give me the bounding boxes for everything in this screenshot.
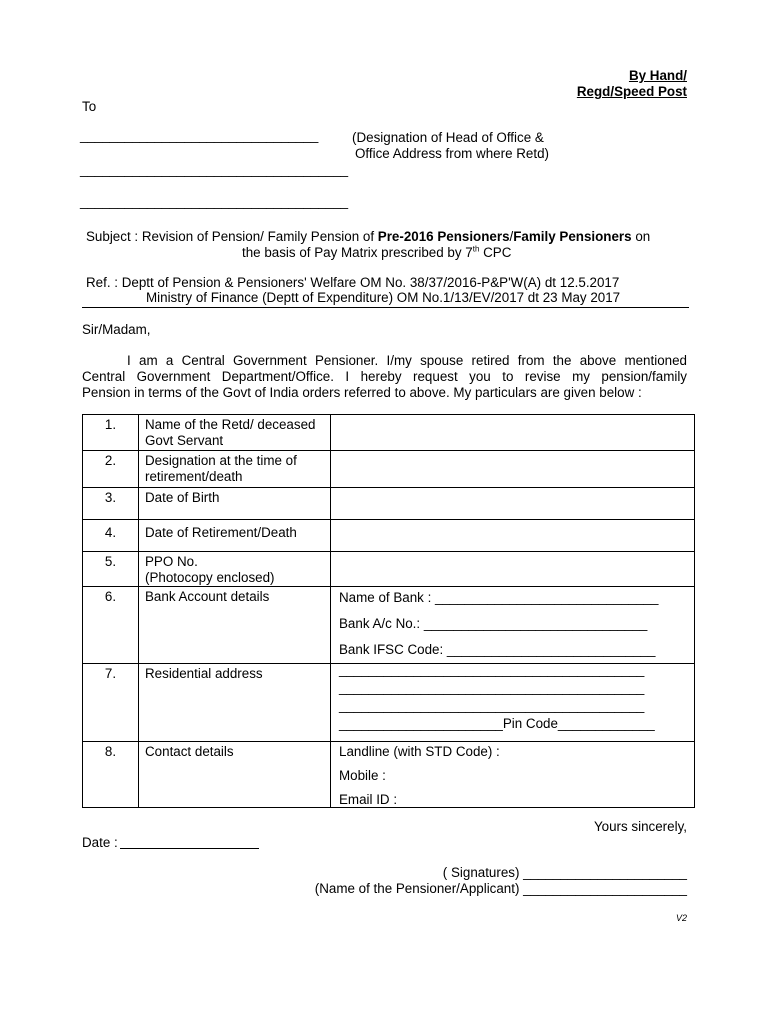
office-blank-line-1[interactable]: ________________________________ (80, 128, 319, 143)
row-label: Date of Retirement/Death (139, 520, 331, 552)
address-line-3[interactable]: _________________________________________ (339, 698, 645, 713)
row-label: Residential address (139, 664, 331, 742)
retirement-date-field[interactable] (331, 520, 695, 552)
dob-field[interactable] (331, 488, 695, 520)
subject-line-2: the basis of Pay Matrix prescribed by 7th CPC (242, 244, 512, 260)
address-pin-line[interactable]: ______________________Pin Code_____________ (339, 716, 655, 731)
bank-account-field[interactable]: Bank A/c No.: ______________________________ (339, 616, 648, 631)
bank-ifsc-field[interactable]: Bank IFSC Code: ____________________________ (339, 642, 656, 657)
landline-field[interactable]: Landline (with STD Code) : (339, 744, 500, 759)
subject-line-1: Subject : Revision of Pension/ Family Pension of Pre-2016 Pensioners/Family Pensioners on (86, 229, 651, 244)
address-line-2[interactable]: _________________________________________ (339, 680, 645, 695)
bank-details-cell (331, 587, 695, 664)
row-label: PPO No. (Photocopy enclosed) (139, 552, 331, 587)
row-number: 4. (83, 520, 139, 552)
version-label: V2 (675, 913, 687, 923)
table-row (83, 415, 695, 451)
row-number: 1. (83, 415, 139, 451)
row-number: 3. (83, 488, 139, 520)
row-label: Designation at the time of retirement/death (139, 451, 331, 488)
bank-name-field[interactable]: Name of Bank : ______________________________ (339, 590, 659, 605)
signature-line[interactable]: ( Signatures) ______________________ (442, 865, 687, 880)
row-number: 2. (83, 451, 139, 488)
designation-field[interactable] (331, 451, 695, 488)
body-line-3: Pension in terms of the Govt of India orders referred to above. My particulars are given below : (82, 385, 642, 400)
table-row (83, 587, 695, 664)
body-line-2: Central Government Department/Office. I hereby request you to revise my pension/family (82, 369, 687, 384)
divider (82, 307, 689, 308)
designation-note-2: Office Address from where Retd) (355, 146, 549, 161)
body-paragraph (82, 353, 687, 401)
by-hand-label: By Hand/ (628, 68, 687, 83)
table-row (83, 664, 695, 742)
yours-sincerely: Yours sincerely, (593, 819, 687, 834)
designation-note-1: (Designation of Head of Office & (352, 130, 544, 145)
table-row (83, 742, 695, 808)
office-blank-line-3[interactable]: ____________________________________ (80, 194, 349, 209)
email-field[interactable]: Email ID : (339, 792, 398, 807)
row-number: 7. (83, 664, 139, 742)
table-row (83, 552, 695, 587)
body-line-1: I am a Central Government Pensioner. I/my spouse retired from the above mentioned (127, 353, 687, 368)
pensioner-name-line[interactable]: (Name of the Pensioner/Applicant) ______________________ (314, 881, 687, 896)
regd-post-label: Regd/Speed Post (576, 84, 687, 99)
mobile-field[interactable]: Mobile : (339, 768, 386, 783)
row-label: Name of the Retd/ deceased Govt Servant (139, 415, 331, 451)
row-number: 6. (83, 587, 139, 664)
row-number: 8. (83, 742, 139, 808)
to-label: To (82, 99, 97, 114)
particulars-table (82, 414, 695, 808)
office-blank-line-2[interactable]: ____________________________________ (80, 162, 349, 177)
ppo-field[interactable] (331, 552, 695, 587)
retd-name-field[interactable] (331, 415, 695, 451)
date-label: Date : (82, 835, 118, 850)
salutation: Sir/Madam, (82, 322, 151, 337)
table-row (83, 451, 695, 488)
table-row (83, 520, 695, 552)
row-label: Bank Account details (139, 587, 331, 664)
date-blank[interactable] (120, 848, 259, 849)
reference-line-2: Ministry of Finance (Deptt of Expenditure) OM No.1/13/EV/2017 dt 23 May 2017 (146, 290, 621, 305)
table-row (83, 488, 695, 520)
row-number: 5. (83, 552, 139, 587)
row-label: Contact details (139, 742, 331, 808)
reference-line-1: Ref. : Deptt of Pension & Pensioners' Welfare OM No. 38/37/2016-P&P'W(A) dt 12.5.2017 (86, 275, 620, 290)
address-line-1[interactable]: _________________________________________ (339, 662, 645, 677)
contact-cell (331, 742, 695, 808)
row-label: Date of Birth (139, 488, 331, 520)
address-cell (331, 664, 695, 742)
